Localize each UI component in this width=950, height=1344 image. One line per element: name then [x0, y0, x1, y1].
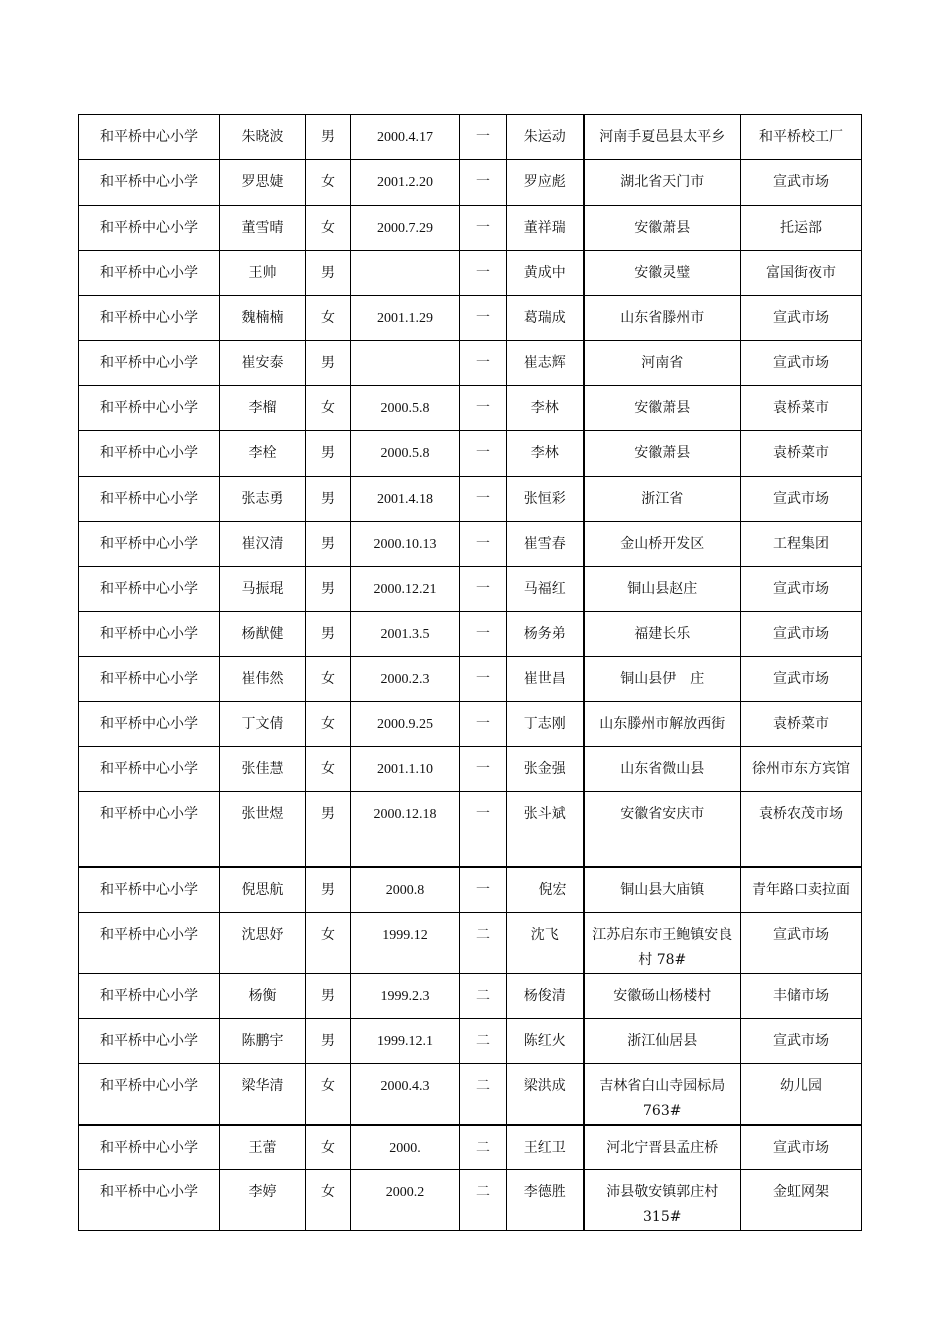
cell-work: 宣武市场	[741, 1019, 862, 1064]
cell-grade: 一	[460, 522, 507, 567]
cell-work: 富国街夜市	[741, 251, 862, 296]
cell-grade: 二	[460, 1169, 507, 1230]
cell-work: 袁桥农茂市场	[741, 792, 862, 867]
cell-parent: 李林	[507, 431, 584, 477]
cell-name: 张志勇	[220, 477, 306, 522]
cell-name: 崔伟然	[220, 657, 306, 702]
cell-origin: 河北宁晋县孟庄桥	[584, 1125, 741, 1169]
table-row	[79, 913, 862, 974]
table-row	[79, 160, 862, 206]
cell-parent: 崔志辉	[507, 341, 584, 386]
cell-grade: 二	[460, 1125, 507, 1169]
cell-school: 和平桥中心小学	[79, 341, 220, 386]
cell-birth: 2001.4.18	[351, 477, 460, 522]
cell-gender: 男	[306, 431, 351, 477]
cell-birth: 2001.2.20	[351, 160, 460, 206]
cell-parent: 沈飞	[507, 913, 584, 974]
cell-school: 和平桥中心小学	[79, 792, 220, 867]
cell-grade: 二	[460, 1064, 507, 1126]
cell-birth: 2000.10.13	[351, 522, 460, 567]
cell-birth: 2001.3.5	[351, 612, 460, 657]
cell-origin: 江苏启东市王鲍镇安良村 78#	[584, 913, 741, 974]
cell-origin: 福建长乐	[584, 612, 741, 657]
cell-gender: 男	[306, 1019, 351, 1064]
cell-birth: 2000.9.25	[351, 702, 460, 747]
cell-school: 和平桥中心小学	[79, 1064, 220, 1126]
cell-origin: 铜山县伊 庄	[584, 657, 741, 702]
cell-gender: 女	[306, 913, 351, 974]
cell-birth	[351, 341, 460, 386]
cell-birth: 2000.7.29	[351, 206, 460, 251]
cell-work: 宣武市场	[741, 657, 862, 702]
cell-gender: 女	[306, 386, 351, 431]
cell-school: 和平桥中心小学	[79, 115, 220, 160]
cell-parent: 李林	[507, 386, 584, 431]
cell-grade: 一	[460, 206, 507, 251]
cell-origin: 湖北省天门市	[584, 160, 741, 206]
cell-origin: 浙江省	[584, 477, 741, 522]
cell-school: 和平桥中心小学	[79, 867, 220, 913]
cell-grade: 一	[460, 386, 507, 431]
cell-parent: 葛瑞成	[507, 296, 584, 341]
cell-work: 金虹网架	[741, 1169, 862, 1230]
table-row	[79, 206, 862, 251]
table-row	[79, 702, 862, 747]
cell-birth: 2001.1.10	[351, 747, 460, 792]
cell-parent: 黄成中	[507, 251, 584, 296]
cell-work: 宣武市场	[741, 160, 862, 206]
table-row	[79, 792, 862, 867]
cell-school: 和平桥中心小学	[79, 913, 220, 974]
cell-parent: 梁洪成	[507, 1064, 584, 1126]
cell-grade: 一	[460, 792, 507, 867]
cell-parent: 崔世昌	[507, 657, 584, 702]
cell-name: 李栓	[220, 431, 306, 477]
cell-grade: 一	[460, 867, 507, 913]
cell-gender: 男	[306, 974, 351, 1019]
cell-name: 马振琨	[220, 567, 306, 612]
cell-name: 王帅	[220, 251, 306, 296]
cell-parent: 倪宏	[507, 867, 584, 913]
cell-gender: 女	[306, 1125, 351, 1169]
cell-birth: 2000.	[351, 1125, 460, 1169]
table-row	[79, 974, 862, 1019]
cell-birth: 2000.5.8	[351, 386, 460, 431]
cell-school: 和平桥中心小学	[79, 567, 220, 612]
cell-work: 宣武市场	[741, 341, 862, 386]
cell-work: 宣武市场	[741, 1125, 862, 1169]
cell-work: 宣武市场	[741, 296, 862, 341]
cell-grade: 一	[460, 747, 507, 792]
cell-work: 托运部	[741, 206, 862, 251]
cell-grade: 二	[460, 974, 507, 1019]
table-row	[79, 115, 862, 160]
cell-parent: 张恒彩	[507, 477, 584, 522]
cell-school: 和平桥中心小学	[79, 431, 220, 477]
table-row	[79, 522, 862, 567]
cell-gender: 女	[306, 1169, 351, 1230]
table-row	[79, 431, 862, 477]
cell-origin: 金山桥开发区	[584, 522, 741, 567]
cell-work: 和平桥校工厂	[741, 115, 862, 160]
cell-grade: 一	[460, 477, 507, 522]
cell-parent: 张金强	[507, 747, 584, 792]
table-row	[79, 296, 862, 341]
cell-gender: 女	[306, 1064, 351, 1126]
cell-work: 幼儿园	[741, 1064, 862, 1126]
cell-origin: 安徽灵璧	[584, 251, 741, 296]
cell-birth: 1999.12	[351, 913, 460, 974]
cell-school: 和平桥中心小学	[79, 522, 220, 567]
cell-work: 徐州市东方宾馆	[741, 747, 862, 792]
cell-parent: 崔雪春	[507, 522, 584, 567]
cell-work: 丰储市场	[741, 974, 862, 1019]
cell-birth: 2000.4.17	[351, 115, 460, 160]
cell-work: 青年路口卖拉面	[741, 867, 862, 913]
cell-birth: 2000.4.3	[351, 1064, 460, 1126]
cell-grade: 一	[460, 341, 507, 386]
cell-grade: 一	[460, 115, 507, 160]
cell-work: 袁桥菜市	[741, 386, 862, 431]
cell-school: 和平桥中心小学	[79, 1169, 220, 1230]
cell-school: 和平桥中心小学	[79, 747, 220, 792]
cell-grade: 二	[460, 913, 507, 974]
cell-origin: 安徽省安庆市	[584, 792, 741, 867]
cell-grade: 二	[460, 1019, 507, 1064]
cell-school: 和平桥中心小学	[79, 702, 220, 747]
cell-origin: 河南手夏邑县太平乡	[584, 115, 741, 160]
cell-birth: 1999.2.3	[351, 974, 460, 1019]
table-row	[79, 657, 862, 702]
cell-birth: 2000.2	[351, 1169, 460, 1230]
table-row	[79, 747, 862, 792]
cell-gender: 女	[306, 206, 351, 251]
cell-work: 宣武市场	[741, 612, 862, 657]
table-row	[79, 1019, 862, 1064]
cell-parent: 张斗斌	[507, 792, 584, 867]
cell-gender: 男	[306, 115, 351, 160]
table-row	[79, 386, 862, 431]
cell-parent: 王红卫	[507, 1125, 584, 1169]
cell-name: 王蕾	[220, 1125, 306, 1169]
cell-grade: 一	[460, 431, 507, 477]
table-row	[79, 1125, 862, 1169]
cell-origin: 河南省	[584, 341, 741, 386]
cell-school: 和平桥中心小学	[79, 160, 220, 206]
table-row	[79, 567, 862, 612]
cell-school: 和平桥中心小学	[79, 386, 220, 431]
cell-work: 宣武市场	[741, 477, 862, 522]
cell-parent: 李德胜	[507, 1169, 584, 1230]
cell-name: 张世煜	[220, 792, 306, 867]
cell-name: 魏楠楠	[220, 296, 306, 341]
cell-grade: 一	[460, 160, 507, 206]
table-body	[79, 115, 862, 1231]
cell-origin: 铜山县赵庄	[584, 567, 741, 612]
cell-origin: 铜山县大庙镇	[584, 867, 741, 913]
cell-school: 和平桥中心小学	[79, 1125, 220, 1169]
cell-parent: 陈红火	[507, 1019, 584, 1064]
cell-origin: 山东滕州市解放西街	[584, 702, 741, 747]
cell-gender: 女	[306, 296, 351, 341]
cell-birth	[351, 251, 460, 296]
cell-gender: 男	[306, 567, 351, 612]
cell-grade: 一	[460, 296, 507, 341]
cell-birth: 2000.12.18	[351, 792, 460, 867]
cell-origin: 山东省微山县	[584, 747, 741, 792]
cell-gender: 女	[306, 160, 351, 206]
cell-parent: 朱运动	[507, 115, 584, 160]
cell-name: 李榴	[220, 386, 306, 431]
cell-parent: 董祥瑞	[507, 206, 584, 251]
cell-birth: 2000.8	[351, 867, 460, 913]
cell-name: 杨猷健	[220, 612, 306, 657]
cell-birth: 1999.12.1	[351, 1019, 460, 1064]
cell-name: 沈思妤	[220, 913, 306, 974]
cell-grade: 一	[460, 657, 507, 702]
table-row	[79, 612, 862, 657]
cell-origin: 安徽萧县	[584, 431, 741, 477]
cell-grade: 一	[460, 251, 507, 296]
cell-work: 宣武市场	[741, 913, 862, 974]
cell-name: 崔汉清	[220, 522, 306, 567]
cell-gender: 男	[306, 341, 351, 386]
cell-name: 罗思婕	[220, 160, 306, 206]
cell-name: 张佳慧	[220, 747, 306, 792]
cell-school: 和平桥中心小学	[79, 974, 220, 1019]
cell-name: 杨衡	[220, 974, 306, 1019]
cell-origin: 吉林省白山寺园标局 763#	[584, 1064, 741, 1126]
cell-grade: 一	[460, 567, 507, 612]
cell-origin: 浙江仙居县	[584, 1019, 741, 1064]
cell-parent: 罗应彪	[507, 160, 584, 206]
table-row	[79, 1169, 862, 1230]
cell-school: 和平桥中心小学	[79, 657, 220, 702]
cell-name: 丁文倩	[220, 702, 306, 747]
cell-origin: 安徽萧县	[584, 206, 741, 251]
cell-birth: 2000.5.8	[351, 431, 460, 477]
cell-gender: 男	[306, 477, 351, 522]
cell-gender: 男	[306, 867, 351, 913]
table-row	[79, 1064, 862, 1126]
cell-school: 和平桥中心小学	[79, 251, 220, 296]
cell-gender: 男	[306, 522, 351, 567]
cell-school: 和平桥中心小学	[79, 477, 220, 522]
cell-parent: 杨俊清	[507, 974, 584, 1019]
cell-gender: 女	[306, 747, 351, 792]
table-row	[79, 251, 862, 296]
cell-work: 工程集团	[741, 522, 862, 567]
cell-school: 和平桥中心小学	[79, 206, 220, 251]
cell-gender: 男	[306, 251, 351, 296]
cell-grade: 一	[460, 702, 507, 747]
table-row	[79, 341, 862, 386]
cell-name: 董雪晴	[220, 206, 306, 251]
table-row	[79, 477, 862, 522]
cell-gender: 女	[306, 657, 351, 702]
cell-name: 梁华清	[220, 1064, 306, 1126]
cell-birth: 2000.12.21	[351, 567, 460, 612]
cell-school: 和平桥中心小学	[79, 296, 220, 341]
cell-parent: 马福红	[507, 567, 584, 612]
cell-origin: 安徽砀山杨楼村	[584, 974, 741, 1019]
cell-parent: 丁志刚	[507, 702, 584, 747]
cell-name: 陈鹏宇	[220, 1019, 306, 1064]
cell-parent: 杨务弟	[507, 612, 584, 657]
student-registry-sheet	[78, 114, 861, 1231]
cell-name: 倪思航	[220, 867, 306, 913]
cell-origin: 安徽萧县	[584, 386, 741, 431]
cell-origin: 沛县敬安镇郭庄村 315#	[584, 1169, 741, 1230]
cell-work: 袁桥菜市	[741, 431, 862, 477]
cell-origin: 山东省滕州市	[584, 296, 741, 341]
cell-gender: 男	[306, 612, 351, 657]
cell-gender: 男	[306, 792, 351, 867]
cell-grade: 一	[460, 612, 507, 657]
cell-name: 崔安泰	[220, 341, 306, 386]
student-table	[78, 114, 862, 1231]
cell-school: 和平桥中心小学	[79, 1019, 220, 1064]
table-row	[79, 867, 862, 913]
cell-name: 朱晓波	[220, 115, 306, 160]
cell-school: 和平桥中心小学	[79, 612, 220, 657]
cell-name: 李婷	[220, 1169, 306, 1230]
cell-work: 宣武市场	[741, 567, 862, 612]
cell-gender: 女	[306, 702, 351, 747]
cell-birth: 2000.2.3	[351, 657, 460, 702]
cell-work: 袁桥菜市	[741, 702, 862, 747]
cell-birth: 2001.1.29	[351, 296, 460, 341]
